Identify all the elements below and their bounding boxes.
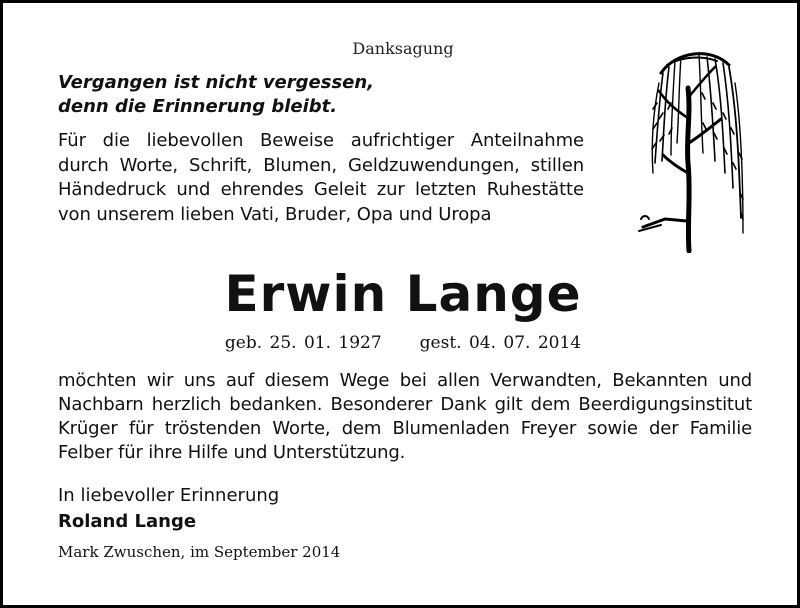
- life-dates: [3, 333, 800, 353]
- notice-heading: Danksagung: [352, 39, 454, 58]
- weeping-willow-icon: [631, 43, 753, 253]
- intro-paragraph: Für die liebevollen Beweise aufrichtiger Anteilnahme durch Worte, Schrift, Blumen, Geldzuwendungen, stillen Händedruck und ehrendes Geleit zur letzten Ruhestätte von unserem lieben Vati, Bruder, Opa und Uropa: [58, 130, 584, 225]
- death-date: gest. 04. 07. 2014: [419, 333, 582, 353]
- motto: [58, 71, 374, 119]
- motto-line-2: denn die Erinnerung bleibt.: [58, 96, 338, 117]
- motto-line-1: Vergangen ist nicht vergessen,: [58, 72, 375, 93]
- birth-date: geb. 25. 01. 1927: [224, 333, 382, 353]
- deceased-name: Erwin Lange: [224, 265, 582, 323]
- thanks-paragraph: möchten wir uns auf diesem Wege bei allen Verwandten, Bekannten und Nachbarn herzlich bedanken. Besonderer Dank gilt dem Beerdigungsinstitut Krüger für tröstenden Worte, dem Blumenladen Freyer sowie der Familie Felber für ihre Hilfe und Unterstützung.: [58, 370, 752, 463]
- closing-line: In liebevoller Erinnerung: [58, 485, 280, 506]
- signer-name: Roland Lange: [58, 511, 197, 532]
- place-and-date: Mark Zwuschen, im September 2014: [58, 543, 341, 561]
